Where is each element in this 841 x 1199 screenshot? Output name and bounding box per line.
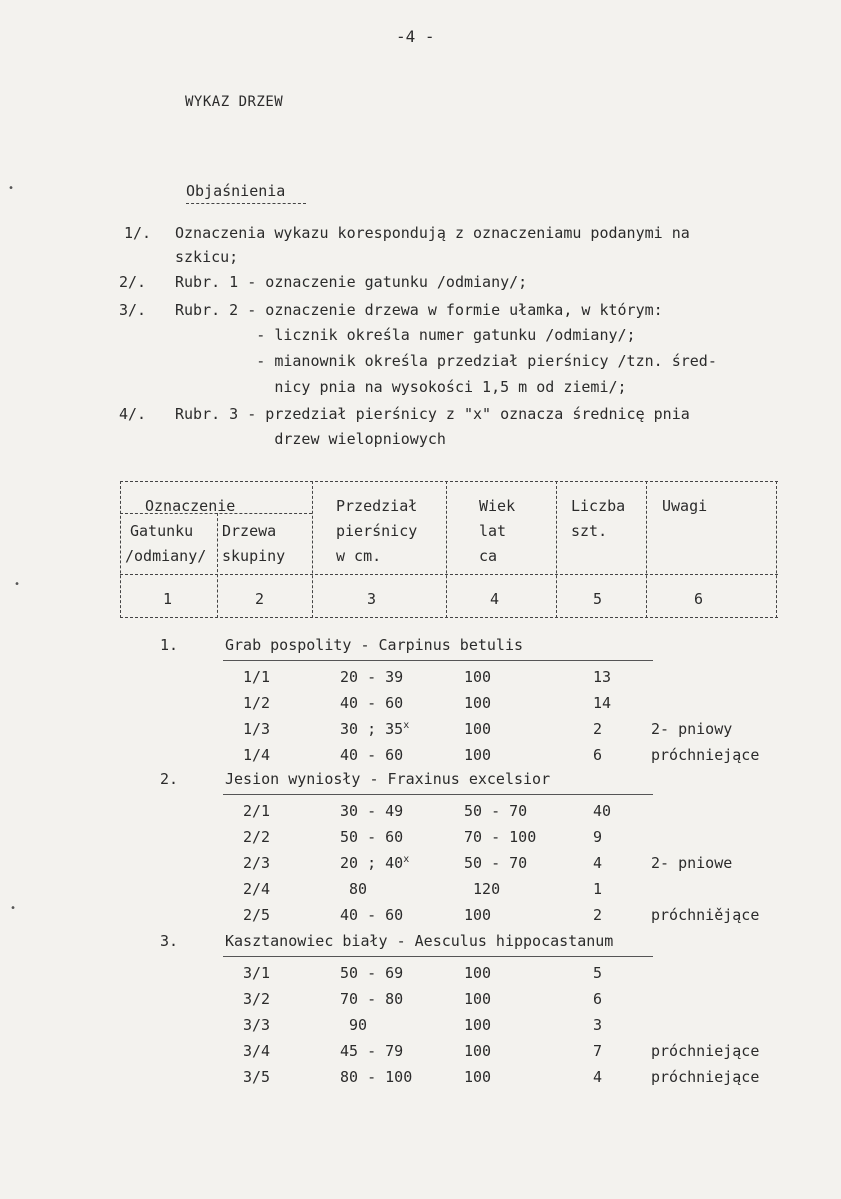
tree-count: 5 (593, 964, 603, 982)
tree-count: 2 (593, 720, 603, 738)
col-number: 2 (255, 590, 265, 608)
tree-id: 2/1 (243, 802, 271, 820)
margin-mark: • (14, 579, 21, 590)
note-line: drzew wielopniowych (175, 430, 446, 448)
tree-diameter: 50 - 60 (340, 828, 404, 846)
tree-note: próchniejące (651, 1042, 760, 1060)
tree-diameter: 50 - 69 (340, 964, 404, 982)
tree-id: 2/2 (243, 828, 271, 846)
note-line: Rubr. 3 - przedział pierśnicy z "x" oznacza średnicę pnia (175, 405, 690, 423)
tree-id: 3/2 (243, 990, 271, 1008)
header-uwagi: Uwagi (662, 497, 708, 515)
header-oznaczenie: Oznaczenie (145, 497, 236, 515)
multistem-marker: x (403, 854, 410, 865)
tree-age: 100 (464, 1068, 492, 1086)
table-col-border (646, 481, 647, 618)
multistem-marker: x (403, 720, 410, 731)
tree-age: 100 (464, 990, 492, 1008)
note-line: - mianownik określa przedział pierśnicy /tzn. śred- (175, 352, 717, 370)
tree-count: 1 (593, 880, 603, 898)
document-title: WYKAZ DRZEW (185, 94, 284, 110)
header-szt: szt. (571, 522, 608, 540)
tree-id: 3/1 (243, 964, 271, 982)
tree-diameter: 20 - 39 (340, 668, 404, 686)
group-species-name: Jesion wyniosły - Fraxinus excelsior (225, 770, 551, 788)
tree-count: 7 (593, 1042, 603, 1060)
table-col-border (556, 481, 557, 618)
col-number: 6 (694, 590, 704, 608)
tree-age: 100 (464, 1016, 492, 1034)
explanations-heading: Objaśnienia (186, 182, 286, 200)
table-col-border (776, 481, 777, 618)
note-number: 4/. (119, 405, 147, 423)
tree-id: 3/3 (243, 1016, 271, 1034)
tree-age: 50 - 70 (464, 802, 528, 820)
table-bottom-border (120, 617, 778, 618)
tree-count: 6 (593, 990, 603, 1008)
table-col-border (446, 481, 447, 618)
tree-id: 2/4 (243, 880, 271, 898)
header-gatunku: Gatunku (130, 522, 194, 540)
col-number: 1 (163, 590, 173, 608)
tree-age: 100 (464, 668, 492, 686)
tree-note: 2- pniowe (651, 854, 733, 872)
col-number: 3 (367, 590, 377, 608)
header-lat: lat (479, 522, 507, 540)
tree-age: 100 (464, 1042, 492, 1060)
note-line: Rubr. 2 - oznaczenie drzewa w formie ułamka, w którym: (175, 301, 663, 319)
margin-mark: • (10, 903, 17, 914)
tree-diameter: 70 - 80 (340, 990, 404, 1008)
tree-id: 1/2 (243, 694, 271, 712)
group-number: 2. (160, 770, 179, 788)
note-line: szkicu; (175, 248, 239, 266)
note-number: 2/. (119, 273, 147, 291)
tree-diameter: 40 - 60 (340, 906, 404, 924)
header-wiek: Wiek (479, 497, 516, 515)
tree-diameter: 20 ; 40$^x$ (340, 854, 410, 872)
header-gatunku-sub: /odmiany/ (125, 547, 207, 565)
tree-note: próchniejące (651, 1068, 760, 1086)
tree-count: 4 (593, 854, 603, 872)
note-line: - licznik określa numer gatunku /odmiany/; (175, 326, 636, 344)
table-top-border (120, 481, 778, 482)
header-liczba: Liczba (571, 497, 626, 515)
tree-age: 100 (464, 746, 492, 764)
col-number: 4 (490, 590, 500, 608)
group-species-name: Kasztanowiec biały - Aesculus hippocastanum (225, 932, 614, 950)
header-wcm: w cm. (336, 547, 382, 565)
tree-note: 2- pniowy (651, 720, 733, 738)
tree-id: 1/3 (243, 720, 271, 738)
tree-age: 100 (464, 964, 492, 982)
tree-count: 14 (593, 694, 612, 712)
table-col-border (217, 513, 218, 618)
tree-count: 3 (593, 1016, 603, 1034)
tree-diameter: 80 - 100 (340, 1068, 413, 1086)
tree-age: 100 (464, 720, 492, 738)
tree-age: 70 - 100 (464, 828, 537, 846)
tree-diameter: 90 (340, 1016, 368, 1034)
header-drzewa-sub: skupiny (222, 547, 286, 565)
tree-id: 1/1 (243, 668, 271, 686)
tree-id: 2/5 (243, 906, 271, 924)
group-underline (223, 794, 653, 795)
group-species-name: Grab pospolity - Carpinus betulis (225, 636, 524, 654)
header-ca: ca (479, 547, 498, 565)
tree-age: 100 (464, 906, 492, 924)
tree-id: 1/4 (243, 746, 271, 764)
note-number: 1/. (124, 224, 152, 242)
tree-diameter: 40 - 60 (340, 746, 404, 764)
tree-age: 100 (464, 694, 492, 712)
table-col-border (312, 481, 313, 618)
tree-id: 3/4 (243, 1042, 271, 1060)
note-number: 3/. (119, 301, 147, 319)
table-header-bottom (120, 574, 778, 575)
margin-mark: • (8, 183, 15, 194)
tree-diameter: 80 (340, 880, 368, 898)
tree-count: 2 (593, 906, 603, 924)
tree-note: próchniějące (651, 906, 760, 924)
heading-underline (186, 203, 306, 204)
note-line: Rubr. 1 - oznaczenie gatunku /odmiany/; (175, 273, 528, 291)
tree-diameter: 30 ; 35$^x$ (340, 720, 410, 738)
tree-count: 13 (593, 668, 612, 686)
tree-diameter: 40 - 60 (340, 694, 404, 712)
note-line: Oznaczenia wykazu korespondują z oznaczeniamu podanymi na (175, 224, 690, 242)
tree-id: 2/3 (243, 854, 271, 872)
col-number: 5 (593, 590, 603, 608)
tree-age: 120 (464, 880, 501, 898)
tree-count: 6 (593, 746, 603, 764)
tree-count: 9 (593, 828, 603, 846)
group-number: 1. (160, 636, 179, 654)
tree-diameter: 45 - 79 (340, 1042, 404, 1060)
header-przedzial: Przedział (336, 497, 418, 515)
tree-id: 3/5 (243, 1068, 271, 1086)
tree-count: 40 (593, 802, 612, 820)
header-piersnicy: pierśnicy (336, 522, 418, 540)
page-number: -4 - (396, 27, 435, 46)
note-line: nicy pnia na wysokości 1,5 m od ziemi/; (175, 378, 627, 396)
tree-diameter: 30 - 49 (340, 802, 404, 820)
group-underline (223, 660, 653, 661)
tree-count: 4 (593, 1068, 603, 1086)
tree-age: 50 - 70 (464, 854, 528, 872)
tree-note: próchniejące (651, 746, 760, 764)
group-number: 3. (160, 932, 179, 950)
table-col-border (120, 481, 121, 618)
header-drzewa: Drzewa (222, 522, 277, 540)
group-underline (223, 956, 653, 957)
